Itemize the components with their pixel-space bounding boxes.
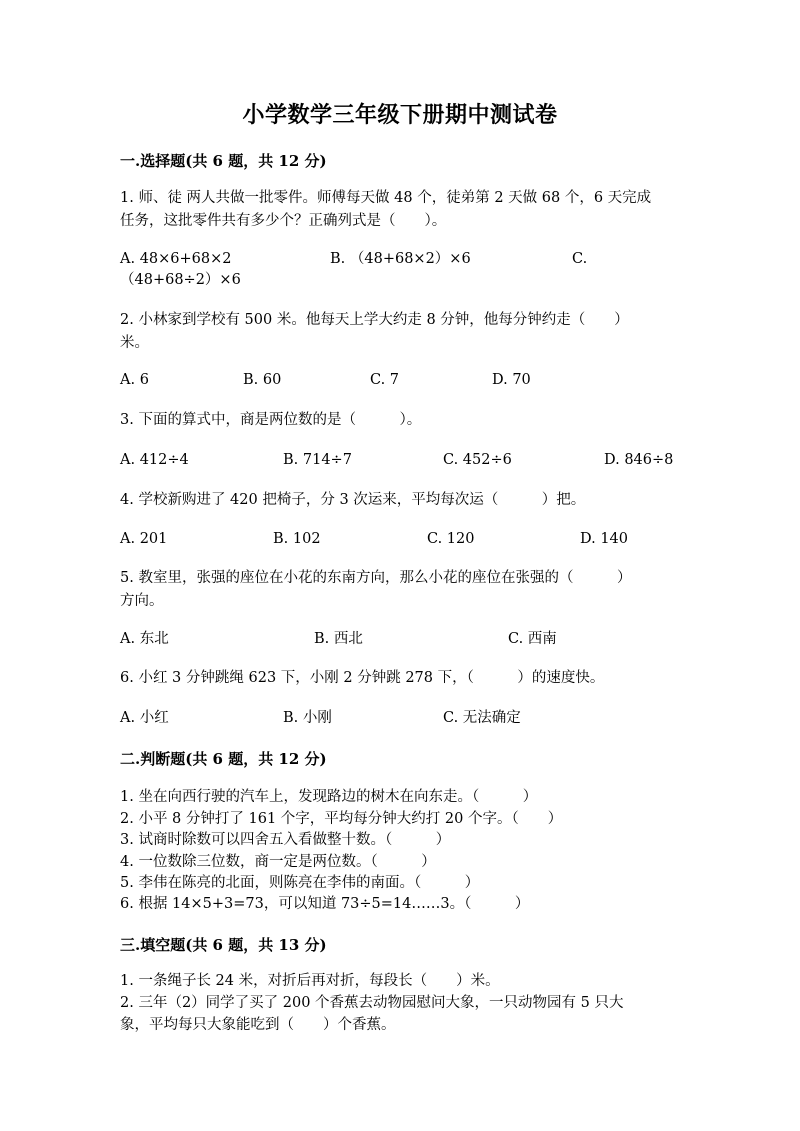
- question-6-option-c: C. 无法确定: [443, 710, 521, 726]
- question-2-option-c: C. 7: [370, 372, 400, 388]
- question-2-line-2: 米。: [120, 335, 149, 351]
- question-2-line-1: 2. 小林家到学校有 500 米。他每天上学大约走 8 分钟，他每分钟约走（ ）: [120, 312, 629, 328]
- question-5-line-1: 5. 教室里，张强的座位在小花的东南方向，那么小花的座位在张强的（ ）: [120, 570, 632, 586]
- question-4-option-c: C. 120: [427, 531, 475, 547]
- page-title: 小学数学三年级下册期中测试卷: [242, 102, 558, 128]
- true-false-item-6: 6. 根据 14×5+3=73，可以知道 73÷5=14……3。（ ）: [120, 896, 530, 912]
- question-3-option-a: A. 412÷4: [120, 452, 189, 468]
- question-2-option-a: A. 6: [120, 372, 149, 388]
- question-4-option-a: A. 201: [120, 531, 168, 547]
- question-6-option-a: A. 小红: [120, 710, 169, 726]
- true-false-item-1: 1. 坐在向西行驶的汽车上，发现路边的树木在向东走。（ ）: [120, 789, 538, 805]
- question-1-option-b: B. （48+68×2）×6: [330, 251, 471, 267]
- section-heading-choice: 一.选择题(共 6 题，共 12 分): [120, 152, 327, 170]
- true-false-item-4: 4. 一位数除三位数，商一定是两位数。（ ）: [120, 854, 436, 870]
- question-2-option-d: D. 70: [492, 372, 531, 388]
- fill-blank-item-2-line-2: 象，平均每只大象能吃到（ ）个香蕉。: [120, 1017, 396, 1033]
- question-5-line-2: 方向。: [120, 593, 164, 609]
- question-4-option-d: D. 140: [580, 531, 629, 547]
- question-6-option-b: B. 小刚: [283, 710, 332, 726]
- section-heading-fill-blank: 三.填空题(共 6 题，共 13 分): [120, 936, 327, 954]
- fill-blank-item-1: 1. 一条绳子长 24 米，对折后再对折，每段长（ ）米。: [120, 973, 500, 989]
- question-6-line-1: 6. 小红 3 分钟跳绳 623 下，小刚 2 分钟跳 278 下，（ ）的速度快。: [120, 670, 605, 686]
- true-false-item-2: 2. 小平 8 分钟打了 161 个字，平均每分钟大约打 20 个字。（ ）: [120, 811, 563, 827]
- question-3-option-c: C. 452÷6: [443, 452, 512, 468]
- question-1-option-c: C.: [572, 251, 588, 267]
- true-false-item-5: 5. 李伟在陈亮的北面，则陈亮在李伟的南面。（ ）: [120, 875, 480, 891]
- question-1-line-2: 任务，这批零件共有多少个？正确列式是（ ）。: [120, 213, 447, 229]
- question-3-option-b: B. 714÷7: [283, 452, 352, 468]
- section-heading-true-false: 二.判断题(共 6 题，共 12 分): [120, 750, 327, 768]
- true-false-item-3: 3. 试商时除数可以四舍五入看做整十数。（ ）: [120, 832, 451, 848]
- fill-blank-item-2-line-1: 2. 三年（2）同学了买了 200 个香蕉去动物园慰问大象，一只动物园有 5 只大: [120, 995, 624, 1011]
- question-3-line-1: 3. 下面的算式中，商是两位数的是（ ）。: [120, 412, 422, 428]
- question-1-option-c-text: （48+68÷2）×6: [120, 272, 241, 288]
- question-2-option-b: B. 60: [243, 372, 282, 388]
- question-4-line-1: 4. 学校新购进了 420 把椅子，分 3 次运来，平均每次运（ ）把。: [120, 492, 586, 508]
- question-5-option-b: B. 西北: [314, 631, 363, 647]
- question-1-option-a: A. 48×6+68×2: [120, 251, 232, 267]
- question-5-option-a: A. 东北: [120, 631, 169, 647]
- question-5-option-c: C. 西南: [508, 631, 557, 647]
- question-3-option-d: D. 846÷8: [604, 452, 674, 468]
- question-4-option-b: B. 102: [273, 531, 321, 547]
- question-1-line-1: 1. 师、徒 两人共做一批零件。师傅每天做 48 个，徒弟第 2 天做 68 个，6 天完成: [120, 190, 652, 206]
